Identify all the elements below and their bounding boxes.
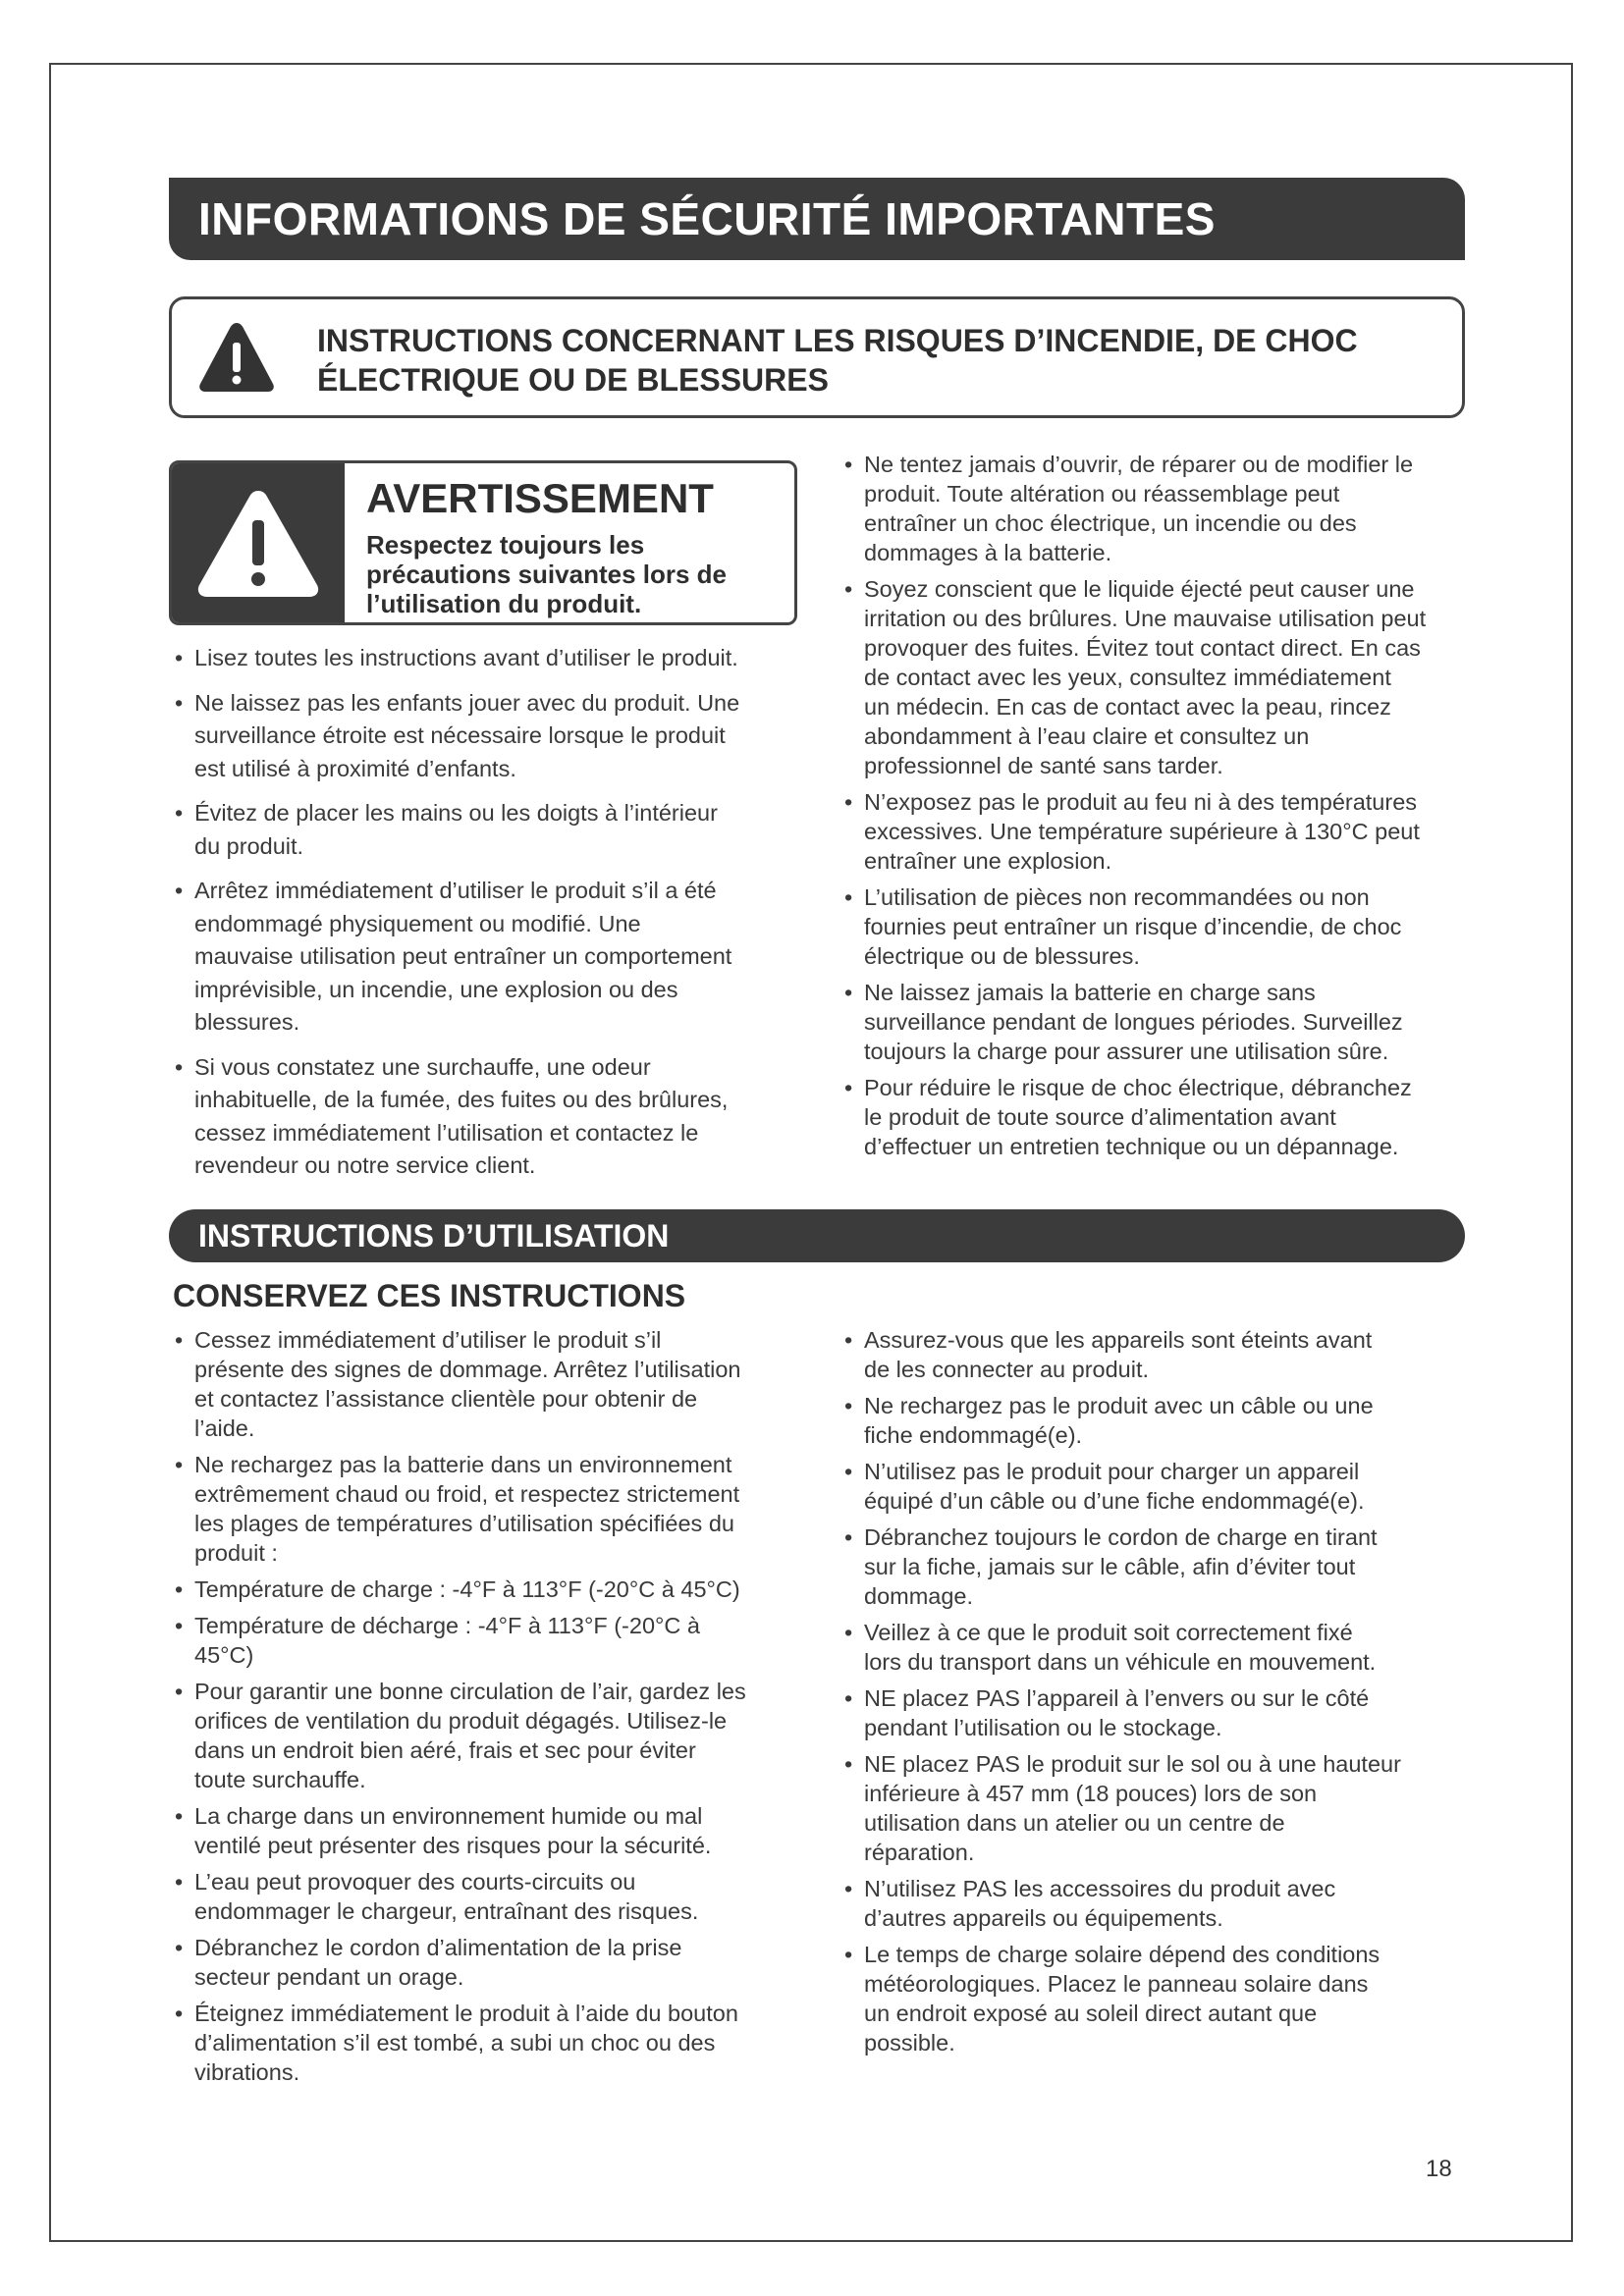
list-item-line: l’aide. [194, 1415, 255, 1441]
list-item-line: réparation. [864, 1840, 975, 1865]
usage-list-right [839, 1325, 1487, 2064]
list-item-line: • La charge dans un environnement humide ou mal [194, 1803, 703, 1829]
list-item-line: toute surchauffe. [194, 1767, 366, 1792]
list-item-line: professionnel de santé sans tarder. [864, 753, 1223, 778]
list-item-line: • Débranchez toujours le cordon de charge en tirant [864, 1524, 1378, 1550]
warning-line-2: précautions suivantes lors de [366, 560, 728, 589]
list-item-line: • N’utilisez pas le produit pour charger un appareil [864, 1459, 1360, 1484]
list-item-line: • Pour garantir une bonne circulation de l’air, gardez les [194, 1679, 746, 1704]
list-item-line: excessives. Une température supérieure à 130°C peut [864, 819, 1420, 844]
warning-triangle-icon [197, 319, 276, 396]
list-item [169, 875, 817, 1040]
page-number: 18 [1426, 2156, 1452, 2182]
list-item-line: météorologiques. Placez le panneau solaire dans [864, 1971, 1369, 1997]
warning-text [366, 530, 779, 618]
warning-line-1: Respectez toujours les [366, 530, 645, 560]
list-item-line: endommagé physiquement ou modifié. Une [194, 910, 641, 936]
list-item-line: abondamment à l’eau claire et consultez un [864, 723, 1310, 749]
page-title: INFORMATIONS DE SÉCURITÉ IMPORTANTES [169, 178, 1465, 260]
list-item-line: • N’utilisez PAS les accessoires du produit avec [864, 1876, 1336, 1901]
list-item-line: irritation ou des brûlures. Une mauvaise utilisation peut [864, 606, 1427, 631]
list-item-line: fournies peut entraîner un risque d’incendie, de choc [864, 914, 1402, 939]
list-item-line: inhabituelle, de la fumée, des fuites ou des brûlures, [194, 1087, 729, 1112]
list-item-line: cessez immédiatement l’utilisation et contactez le [194, 1119, 699, 1146]
list-item-line: • Veillez à ce que le produit soit correctement fixé [864, 1620, 1353, 1645]
usage-list-left [169, 1325, 827, 2094]
list-item-line: un médecin. En cas de contact avec la peau, rincez [864, 694, 1391, 720]
list-item [169, 1325, 827, 1443]
list-item-line: d’autres appareils ou équipements. [864, 1905, 1223, 1931]
list-item-line: • Cessez immédiatement d’utiliser le produit s’il [194, 1327, 662, 1353]
list-item [169, 797, 817, 863]
list-item [169, 1450, 827, 1568]
list-item-line: • Ne laissez pas les enfants jouer avec du produit. Une [194, 689, 740, 716]
list-item-line: dans un endroit bien aéré, frais et sec pour éviter [194, 1737, 696, 1763]
list-item [169, 1933, 827, 1992]
list-item-line: ventilé peut présenter des risques pour la sécurité. [194, 1833, 712, 1858]
list-item-line: inférieure à 457 mm (18 pouces) lors de son [864, 1781, 1318, 1806]
list-item-line: • Ne rechargez pas le produit avec un câble ou une [864, 1393, 1374, 1418]
list-item-line: • Le temps de charge solaire dépend des conditions [864, 1942, 1380, 1967]
list-item-line: • Température de charge : -4°F à 113°F (-20°C à 45°C) [194, 1576, 740, 1602]
list-item-line: pendant l’utilisation ou le stockage. [864, 1715, 1222, 1740]
list-item-line: • NE placez PAS le produit sur le sol ou à une hauteur [864, 1751, 1401, 1777]
hazard-line-1: INSTRUCTIONS CONCERNANT LES RISQUES D’INCENDIE, DE CHOC [317, 323, 1358, 358]
list-item-line: dommage. [864, 1583, 974, 1609]
list-item-line: • Ne laissez jamais la batterie en charge sans [864, 980, 1316, 1005]
list-item-line: blessures. [194, 1009, 300, 1035]
list-item-line: équipé d’un câble ou d’une fiche endommagé(e). [864, 1488, 1365, 1514]
list-item-line: d’alimentation s’il est tombé, a subi un choc ou des [194, 2030, 716, 2056]
list-item-line: • Soyez conscient que le liquide éjecté peut causer une [864, 576, 1415, 602]
list-item-line: 45°C) [194, 1642, 254, 1668]
list-item-line: sur la fiche, jamais sur le câble, afin d’éviter tout [864, 1554, 1356, 1579]
list-item [839, 1457, 1487, 1516]
list-item-line: • Assurez-vous que les appareils sont éteints avant [864, 1327, 1373, 1353]
list-item-line: • Ne tentez jamais d’ouvrir, de réparer ou de modifier le [864, 452, 1414, 477]
list-item-line: est utilisé à proximité d’enfants. [194, 755, 516, 781]
list-item-line: • Si vous constatez une surchauffe, une odeur [194, 1053, 651, 1080]
list-item-line: de les connecter au produit. [864, 1357, 1150, 1382]
warning-list-right [839, 450, 1487, 1168]
list-item-line: • L’utilisation de pièces non recommandées ou non [864, 884, 1370, 910]
section-title-usage: INSTRUCTIONS D’UTILISATION [169, 1209, 1465, 1262]
list-item-line: • Évitez de placer les mains ou les doigts à l’intérieur [194, 800, 718, 826]
section-subtitle: CONSERVEZ CES INSTRUCTIONS [173, 1278, 686, 1313]
warning-box [169, 460, 797, 625]
list-item-line: produit : [194, 1540, 278, 1566]
list-item [839, 1874, 1487, 1933]
list-item-line: entraîner un choc électrique, un incendie ou des [864, 510, 1357, 536]
list-item-line: vibrations. [194, 2059, 300, 2085]
list-item-line: • Arrêtez immédiatement d’utiliser le produit s’il a été [194, 878, 717, 903]
list-item-line: présente des signes de dommage. Arrêtez l’utilisation [194, 1357, 741, 1382]
list-item-line: endommager le chargeur, entraînant des risques. [194, 1898, 699, 1924]
list-item-line: extrêmement chaud ou froid, et respectez strictement [194, 1481, 740, 1507]
list-item-line: orifices de ventilation du produit dégagés. Utilisez-le [194, 1708, 728, 1734]
list-item-line: fiche endommagé(e). [864, 1422, 1083, 1448]
list-item [839, 1683, 1487, 1742]
list-item-line: toujours la charge pour assurer une utilisation sûre. [864, 1039, 1389, 1064]
list-item-line: utilisation dans un atelier ou un centre de [864, 1810, 1285, 1836]
list-item [169, 1867, 827, 1926]
list-item-line: imprévisible, un incendie, une explosion ou des [194, 976, 678, 1002]
list-item [169, 1801, 827, 1860]
list-item-line: • Pour réduire le risque de choc électrique, débranchez [864, 1075, 1412, 1100]
list-item-line: • Ne rechargez pas la batterie dans un environnement [194, 1452, 732, 1477]
list-item-line: mauvaise utilisation peut entraîner un comportement [194, 943, 732, 969]
list-item [169, 1051, 817, 1183]
list-item [839, 1522, 1487, 1611]
list-item-line: électrique ou de blessures. [864, 943, 1140, 969]
list-item [839, 787, 1487, 876]
list-item [169, 1677, 827, 1794]
list-item-line: d’effectuer un entretien technique ou un dépannage. [864, 1134, 1399, 1159]
list-item-line: revendeur ou notre service client. [194, 1152, 536, 1178]
list-item-line: du produit. [194, 832, 304, 859]
warning-title: AVERTISSEMENT [366, 475, 714, 521]
list-item [839, 450, 1487, 567]
warning-list-left [169, 642, 817, 1195]
list-item-line: • N’exposez pas le produit au feu ni à des températures [864, 789, 1418, 815]
warning-line-3: l’utilisation du produit. [366, 589, 642, 618]
list-item [169, 642, 817, 675]
list-item [839, 1325, 1487, 1384]
list-item-line: provoquer des fuites. Évitez tout contact direct. En cas [864, 635, 1421, 661]
list-item [839, 978, 1487, 1066]
hazard-notice [169, 296, 1465, 418]
list-item-line: surveillance étroite est nécessaire lorsque le produit [194, 722, 726, 748]
list-item [839, 1391, 1487, 1450]
list-item-line: produit. Toute altération ou réassemblage peut [864, 481, 1340, 507]
list-item [169, 1999, 827, 2087]
list-item-line: secteur pendant un orage. [194, 1964, 464, 1990]
list-item-line: • L’eau peut provoquer des courts-circuits ou [194, 1869, 636, 1895]
list-item-line: • NE placez PAS l’appareil à l’envers ou sur le côté [864, 1685, 1370, 1711]
warning-icon-panel [172, 463, 345, 622]
list-item [169, 1575, 827, 1604]
list-item-line: • Température de décharge : -4°F à 113°F (-20°C à [194, 1613, 700, 1638]
list-item [839, 574, 1487, 780]
list-item [169, 687, 817, 786]
list-item-line: un endroit exposé au soleil direct autant que [864, 2001, 1318, 2026]
list-item [839, 1618, 1487, 1677]
list-item-line: • Éteignez immédiatement le produit à l’aide du bouton [194, 2001, 738, 2026]
list-item [839, 882, 1487, 971]
list-item [839, 1073, 1487, 1161]
warning-triangle-icon [193, 485, 323, 605]
list-item [839, 1749, 1487, 1867]
hazard-line-2: ÉLECTRIQUE OU DE BLESSURES [317, 362, 829, 398]
list-item [839, 1940, 1487, 2057]
list-item-line: • Lisez toutes les instructions avant d’utiliser le produit. [194, 645, 738, 670]
list-item-line: le produit de toute source d’alimentation avant [864, 1104, 1336, 1130]
list-item-line: dommages à la batterie. [864, 540, 1112, 565]
hazard-notice-text [317, 321, 1417, 400]
list-item-line: les plages de températures d’utilisation spécifiées du [194, 1511, 734, 1536]
list-item-line: et contactez l’assistance clientèle pour obtenir de [194, 1386, 698, 1412]
list-item-line: entraîner une explosion. [864, 848, 1112, 874]
list-item-line: lors du transport dans un véhicule en mouvement. [864, 1649, 1377, 1675]
list-item-line: de contact avec les yeux, consultez immédiatement [864, 665, 1391, 690]
list-item-line: surveillance pendant de longues périodes. Surveillez [864, 1009, 1403, 1035]
list-item-line: • Débranchez le cordon d’alimentation de la prise [194, 1935, 682, 1960]
list-item-line: possible. [864, 2030, 955, 2056]
list-item [169, 1611, 827, 1670]
